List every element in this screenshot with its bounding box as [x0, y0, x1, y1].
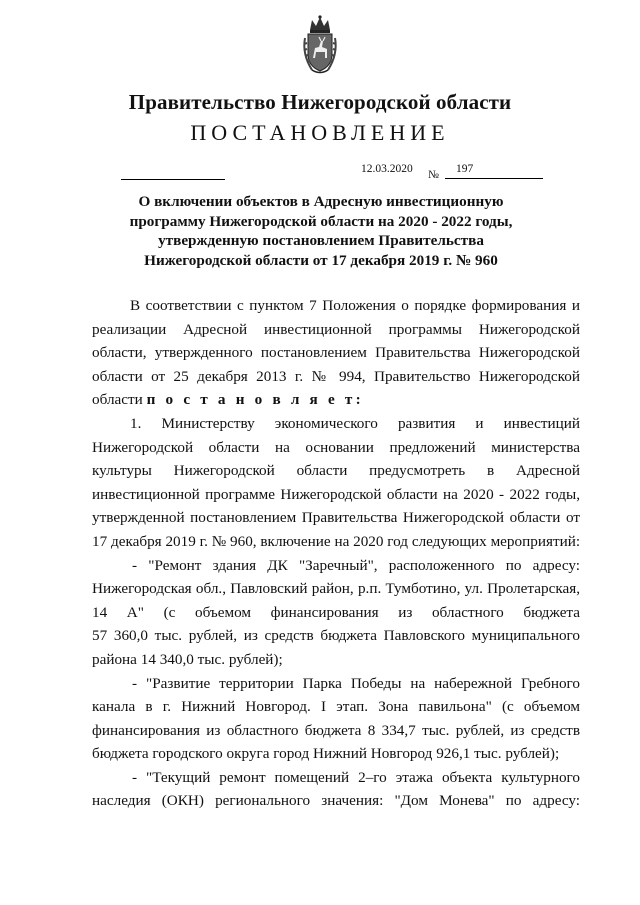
point1-line: культуры Нижегородской области предусмотреть в Адресной	[92, 462, 580, 480]
item3-line: - "Текущий ремонт помещений 2–го этажа объекта культурного	[132, 768, 580, 786]
organization-name: Правительство Нижегородской области	[128, 90, 512, 114]
number-sign: №	[428, 169, 439, 181]
title-line: программу Нижегородской области на 2020 - 2022 годы,	[129, 212, 513, 230]
item1-line: - "Ремонт здания ДК "Заречный", расположенного по адресу:	[132, 556, 580, 574]
title-line: Нижегородской области от 17 декабря 2019 г. № 960	[144, 251, 498, 269]
item1-line: 57 360,0 тыс. рублей, из средств бюджета Павловского муниципального	[92, 627, 580, 645]
item2-line: финансирования из областного бюджета 8 334,7 тыс. рублей, из средств	[92, 721, 580, 739]
decree-word: п о с т а н о в л я е т:	[146, 391, 364, 409]
item1-line: Нижегородская обл., Павловский район, р.п. Тумботино, ул. Пролетарская,	[92, 580, 580, 598]
preamble-line: области, утвержденного постановлением Правительства Нижегородской	[92, 344, 580, 362]
title-line: О включении объектов в Адресную инвестиционную	[138, 193, 504, 210]
item2-line: канала в г. Нижний Новгород. I этап. Зона павильона" (с объемом	[92, 698, 580, 716]
preamble-line: реализации Адресной инвестиционной программы Нижегородской	[92, 320, 580, 338]
point1-line: 1. Министерству экономического развития и инвестиций	[130, 414, 580, 432]
number-underline	[445, 178, 543, 179]
point1-line: утвержденной постановлением Правительства Нижегородской области от	[92, 509, 580, 527]
item2-line: - "Развитие территории Парка Победы на набережной Гребного	[132, 674, 580, 692]
preamble-line: области от 25 декабря 2013 г. № 994, Правительство Нижегородской	[92, 367, 580, 385]
item2-line: бюджета городского округа город Нижний Новгород 926,1 тыс. рублей);	[92, 745, 560, 763]
document-date: 12.03.2020	[361, 163, 413, 175]
point1-line: инвестиционной программе Нижегородской области на 2020 - 2022 годы,	[92, 485, 580, 503]
preamble-final-line	[92, 388, 580, 412]
coat-of-arms-icon	[300, 14, 340, 76]
point1-line: Нижегородской области на основании предложений министерства	[92, 438, 580, 456]
item1-line: 14 А" (с объемом финансирования из областного бюджета	[92, 603, 580, 621]
preamble-line: В соответствии с пунктом 7 Положения о порядке формирования и	[130, 297, 580, 314]
signature-line-left	[121, 179, 225, 180]
document-title	[100, 192, 542, 270]
item3-line: наследия (ОКН) регионального значения: "Дом Монева" по адресу:	[92, 792, 580, 810]
document-body	[92, 294, 580, 813]
document-type: ПОСТАНОВЛЕНИЕ	[190, 120, 450, 145]
point1-line: 17 декабря 2019 г. № 960, включение на 2020 год следующих мероприятий:	[92, 532, 581, 550]
preamble-end: области	[92, 391, 143, 409]
title-line: утвержденную постановлением Правительства	[158, 232, 484, 249]
document-number: 197	[456, 163, 474, 175]
item1-line: района 14 340,0 тыс. рублей);	[92, 650, 283, 668]
